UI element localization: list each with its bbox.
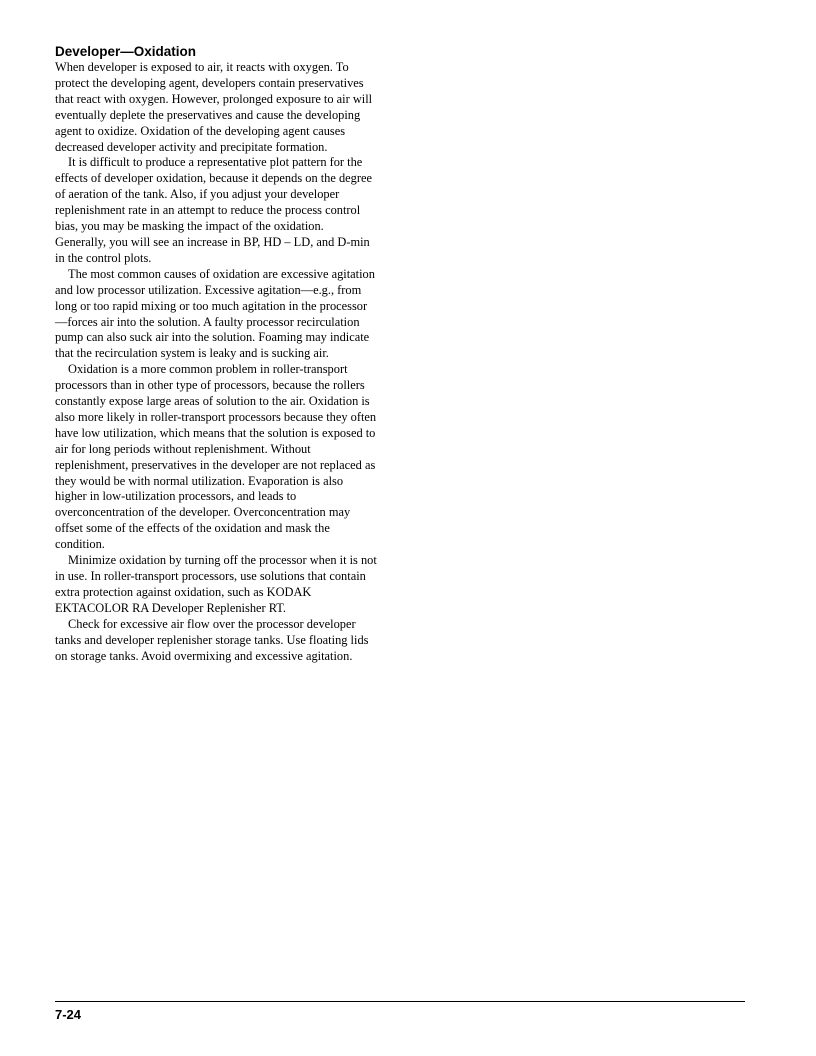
page-number: 7-24	[55, 1007, 82, 1022]
paragraph-3: The most common causes of oxidation are excessive agitation and low processor utilization. Excessive agitation—e.g., from long or too rapid mixing or too much agitation in the processor—forces air into the solution. A faulty processor recirculation pump can also suck air into the solution. Foaming may indicate that the recirculation system is leaky and is sucking air.	[55, 266, 375, 361]
main-content	[55, 44, 377, 664]
paragraph-1: When developer is exposed to air, it reacts with oxygen. To protect the developing agent, developers contain preservatives that react with oxygen. However, prolonged exposure to air will eventually deplete the preservatives and cause the developing agent to oxidize. Oxidation of the developing agent causes decreased developer activity and precipitate formation.	[55, 60, 373, 154]
paragraph-2: It is difficult to produce a representative plot pattern for the effects of developer oxidation, because it depends on the degree of aeration of the tank. Also, if you adjust your developer replenishment rate in an attempt to reduce the process control bias, you may be masking the impact of the oxidation. Generally, you will see an increase in BP, HD – LD, and D-min in the control plots.	[55, 155, 372, 265]
section-heading: Developer—Oxidation	[55, 44, 197, 59]
paragraph-5: Minimize oxidation by turning off the processor when it is not in use. In roller-transport processors, use solutions that contain extra protection against oxidation, such as KODAK EKTACOLOR RA Developer Replenisher RT.	[55, 553, 377, 615]
paragraph-4: Oxidation is a more common problem in roller-transport processors than in other type of processors, because the rollers constantly expose large areas of solution to the air. Oxidation is also more likely in roller-transport processors because they often have low utilization, which means that the solution is exposed to air for long periods without replenishment. Without replenishment, preservatives in the developer are not replaced as they would be with normal utilization. Evaporation is also higher in low-utilization processors, and leads to overconcentration of the developer. Overconcentration may offset some of the effects of the oxidation and mask the condition.	[55, 362, 377, 552]
paragraph-6: Check for excessive air flow over the processor developer tanks and developer replenisher storage tanks. Use floating lids on storage tanks. Avoid overmixing and excessive agitation.	[55, 616, 369, 663]
footer-rule	[55, 1001, 745, 1002]
